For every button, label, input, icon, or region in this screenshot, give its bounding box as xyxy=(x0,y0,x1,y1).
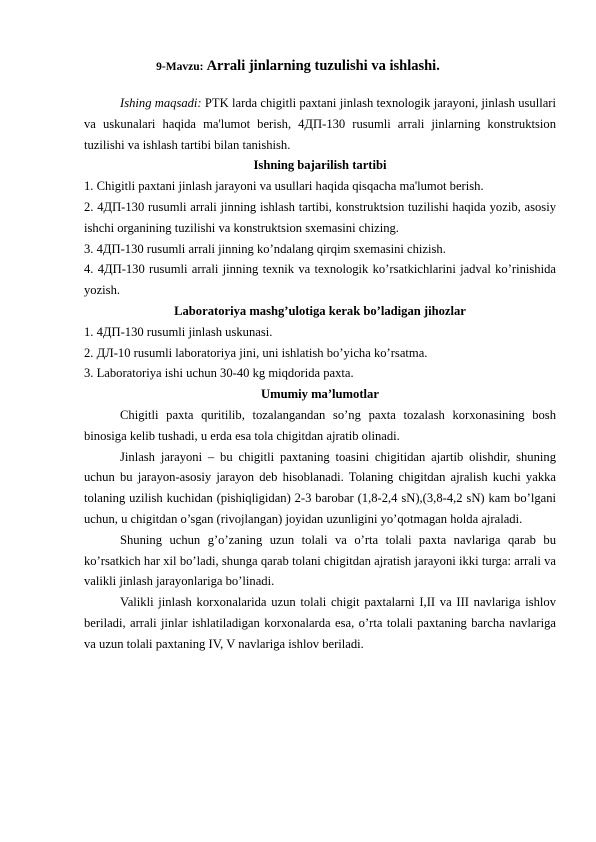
equipment-heading: Laboratoriya mashg’ulotiga kerak bo’ladigan jihozlar xyxy=(174,303,466,318)
page-title xyxy=(0,58,596,75)
procedure-item: 3. 4ДП-130 rusumli arrali jinning ko’ndalang qirqim sxemasini chizish. xyxy=(84,241,446,256)
goal-label: Ishing maqsadi: xyxy=(120,96,202,110)
equipment-item: 3. Laboratoriya ishi uchun 30-40 kg miqdorida paxta. xyxy=(84,366,354,381)
general-paragraph: Chigitli paxta quritilib, tozalangandan so’ng paxta tozalash korxonasining bosh binosiga kelib tushadi, u erda esa tola chigitdan ajratib olinadi. xyxy=(84,407,556,443)
equipment-item: 2. ДЛ-10 rusumli laboratoriya jini, uni ishlatish bo’yicha ko’rsatma. xyxy=(84,345,428,360)
topic-number: 9-Mavzu: xyxy=(156,61,204,73)
topic-title: Arrali jinlarning tuzulishi va ishlashi. xyxy=(206,58,440,74)
procedure-item: 4. 4ДП-130 rusumli arrali jinning texnik va texnologik ko’rsatkichlarini jadval ko’rinishida yozish. xyxy=(84,262,556,298)
general-paragraph: Valikli jinlash korxonalarida uzun tolali chigit paxtalarni I,II va III navlariga ishlov beriladi, arrali jinlar ishlatiladigan korxonalarda esa, o’rta tolali paxtaning barcha navlariga va uzun tolali paxtaning IV, V navlariga ishlov beriladi. xyxy=(84,595,556,651)
procedure-heading: Ishning bajarilish tartibi xyxy=(253,158,387,173)
goal-paragraph xyxy=(84,93,556,155)
procedure-item: 2. 4ДП-130 rusumli arrali jinning ishlash tartibi, konstruktsion tuzilishi haqida yozib, asosiy ishchi organining tuzilishi va konstruktsion sxemasini chizing. xyxy=(84,199,556,235)
general-paragraph: Jinlash jarayoni – bu chigitli paxtaning toasini chigitidan ajartib olishdir, shuning uchun bu jarayon-asosiy jarayon deb hisoblanadi. Tolaning chigitdan ajralish kuchi yakka tolaning uzilish kuchidan (pishiqligidan) 2-3 barobar (1,8-2,4 sN),(3,8-4,2 sN) kam bo’lgani uchun, u chigitdan o’sgan (rivojlangan) joyidan uzunligini yo’qotmagan holda ajraladi. xyxy=(84,449,556,526)
general-heading: Umumiy ma’lumotlar xyxy=(261,387,379,402)
procedure-item: 1. Chigitli paxtani jinlash jarayoni va usullari haqida qisqacha ma'lumot berish. xyxy=(84,179,484,194)
goal-text: PTK larda chigitli paxtani jinlash texnologik jarayoni, jinlash usullari va uskunalari haqida ma'lumot berish, 4ДП-130 rusumli arrali jinlarning konstruktsion tuzilishi va ishlash tartibi bilan tanishish. xyxy=(84,96,556,152)
general-paragraph: Shuning uchun g’o’zaning uzun tolali va o’rta tolali paxta navlariga qarab bu ko’rsatkich har xil bo’ladi, shunga qarab tolani chigitdan ajratish jarayoni ikki turga: arrali va valikli jinlash jarayonlariga bo’linadi. xyxy=(84,532,556,589)
equipment-item: 1. 4ДП-130 rusumli jinlash uskunasi. xyxy=(84,324,273,339)
document-body xyxy=(84,93,556,655)
